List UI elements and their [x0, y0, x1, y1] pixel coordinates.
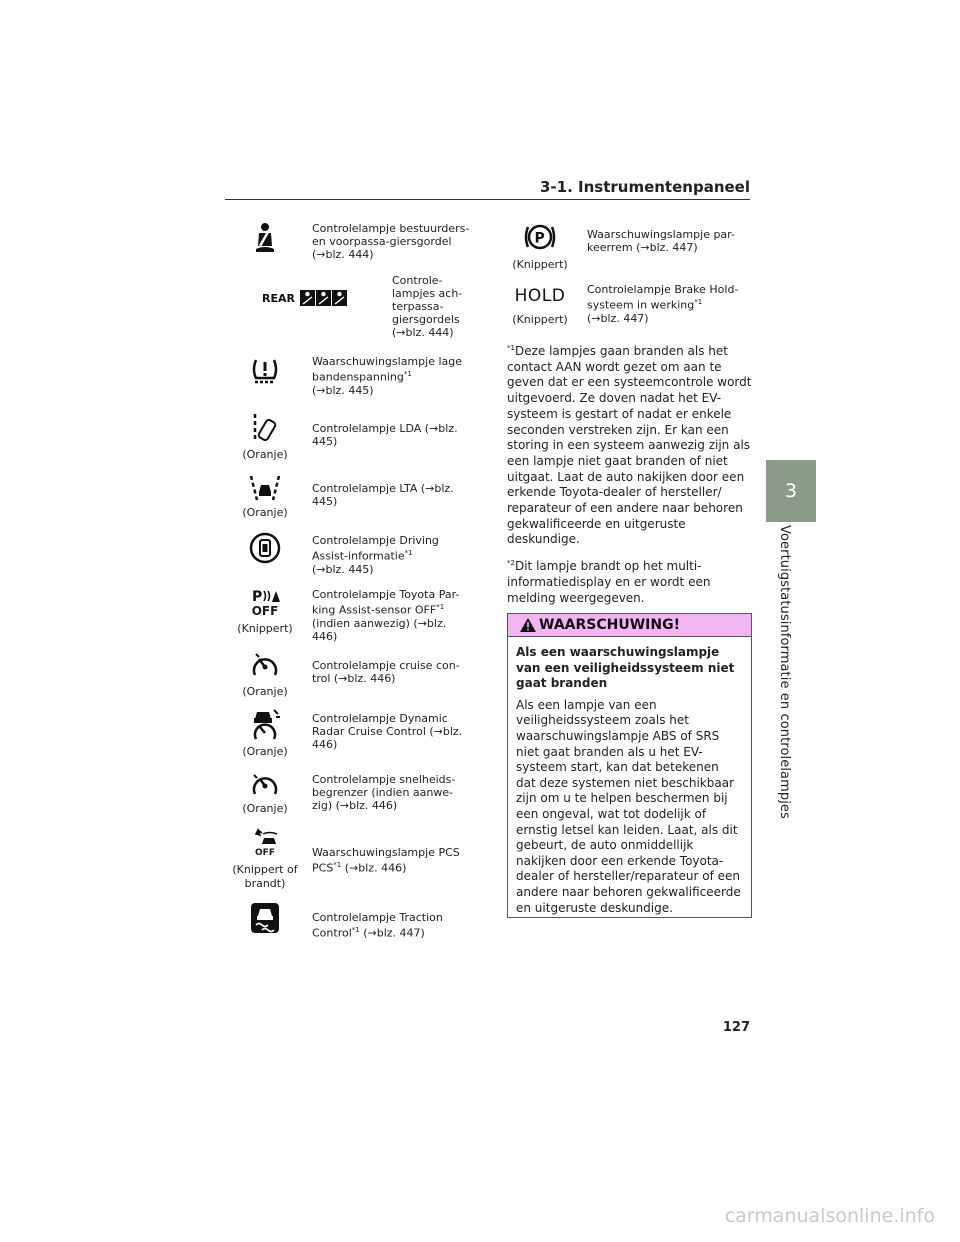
speed-limiter-icon	[250, 770, 280, 798]
warning-box	[507, 613, 752, 918]
header-rule	[225, 199, 750, 200]
indicator-desc: Controlelampje Toyota Par-king Assist-sensor OFF$^{*1}$ (indien aanwezig) (→blz. 446)	[312, 588, 460, 643]
watermark: carmanualsonline.info	[724, 1205, 935, 1227]
pcs-icon	[250, 828, 280, 848]
parking-brake-icon	[523, 220, 557, 254]
chapter-tab: 3	[766, 460, 816, 522]
traction-control-icon	[251, 903, 279, 933]
indicator-desc: Controle-lampjes ach-terpassa-giersgordels (→blz. 444)	[392, 274, 463, 339]
indicator-caption: (Oranje)	[242, 745, 288, 758]
indicator-caption: (Oranje)	[242, 685, 288, 698]
page-header: 3-1. Instrumentenpaneel	[540, 178, 750, 196]
chapter-title: Voertuigstatusinformatie en controlelampjes	[777, 525, 792, 819]
footnote-1: $^{*1}$Deze lampjes gaan branden als het contact AAN wordt gezet om aan te geven dat er een systeemcontrole wordt uitgevoerd. Ze doven nadat het EV-systeem is gestart of nadat er enkele seconden verstreken zijn. Er kan een storing in een systeem aanwezig zijn als een lampje niet gaat branden of niet uitgaat. Laat de auto nakijken door een erkende Toyota-dealer of hersteller/ reparateur of een andere naar behoren gekwalificeerde en uitgeruste deskundige.	[507, 344, 752, 547]
indicator-desc: Controlelampje snelheids-begrenzer (indien aanwe-zig) (→blz. 446)	[312, 773, 456, 812]
lda-icon	[250, 412, 280, 444]
radar-cruise-icon	[249, 707, 281, 741]
indicator-caption: (Oranje)	[242, 802, 288, 815]
indicator-desc: Controlelampje cruise con-trol (→blz. 446)	[312, 659, 460, 685]
indicator-desc: Controlelampje Traction Control$^{*1}$ (→blz. 447)	[312, 911, 443, 940]
indicator-desc: Controlelampje LDA (→blz. 445)	[312, 422, 458, 448]
rear-label: REAR	[262, 291, 295, 305]
driving-assist-icon	[249, 532, 281, 564]
warning-header	[508, 614, 751, 637]
indicator-desc: Controlelampje bestuurders- en voorpassa-giersgordel (→blz. 444)	[312, 222, 470, 261]
tire-pressure-icon	[250, 355, 280, 385]
indicator-desc: Controlelampje Driving Assist-informatie$^{*1}$ (→blz. 445)	[312, 534, 439, 576]
warning-title: Als een waarschuwingslampje van een veiligheidssysteem niet gaat branden	[516, 645, 735, 691]
indicator-desc: Waarschuwingslampje PCS PCS$^{*1}$ (→blz. 446)	[312, 846, 460, 875]
cruise-control-icon	[250, 651, 280, 681]
footnotes	[507, 341, 752, 606]
lta-icon	[248, 474, 282, 502]
indicator-caption: (Knippert)	[237, 622, 293, 635]
footnote-2: $^{*2}$Dit lampje brandt op het multi-informatiedisplay en er wordt een melding weergegeven.	[507, 559, 711, 605]
indicator-desc: Controlelampje Dynamic Radar Cruise Control (→blz. 446)	[312, 712, 463, 751]
off-label: OFF	[255, 848, 275, 858]
off-label: OFF	[251, 604, 279, 618]
svg-text:P: P	[252, 589, 263, 604]
warning-icon	[520, 618, 536, 632]
hold-icon: HOLD	[514, 286, 566, 306]
indicator-desc: Waarschuwingslampje lage bandenspanning$^{*1}$ (→blz. 445)	[312, 355, 462, 397]
seatbelt-icon	[250, 222, 280, 256]
indicator-desc: Controlelampje Brake Hold-systeem in werking$^{*1}$ (→blz. 447)	[587, 283, 739, 325]
warning-text: Als een lampje van een veiligheidssysteem zoals het waarschuwingslampje ABS of SRS niet gaat branden als u het EV-systeem start, kan dat betekenen dat deze systemen niet beschikbaar zijn om u te helpen beschermen bij een ongeval, wat tot dodelijk of ernstig letsel kan leiden. Laat, als dit gebeurt, de auto onmiddellijk nakijken door een erkende Toyota-dealer of hersteller/reparateur of een andere naar behoren gekwalificeerde en uitgeruste deskundige.	[516, 697, 741, 915]
indicator-caption: (Knippert)	[512, 258, 568, 271]
rear-seatbelts-icon	[300, 290, 348, 306]
indicator-caption: (Oranje)	[242, 506, 288, 519]
indicator-caption: (Knippert)	[512, 313, 568, 326]
warning-heading: WAARSCHUWING!	[539, 617, 680, 633]
indicator-desc: Controlelampje LTA (→blz. 445)	[312, 482, 454, 508]
indicator-desc: Waarschuwingslampje par-keerrem (→blz. 447)	[587, 228, 735, 254]
page-number: 127	[722, 1020, 750, 1035]
svg-text:P: P	[534, 230, 545, 247]
parking-sensor-icon	[250, 588, 280, 604]
warning-body	[508, 637, 751, 916]
indicator-caption: (Oranje)	[242, 448, 288, 461]
indicator-caption: (Knippert of brandt)	[232, 863, 298, 890]
